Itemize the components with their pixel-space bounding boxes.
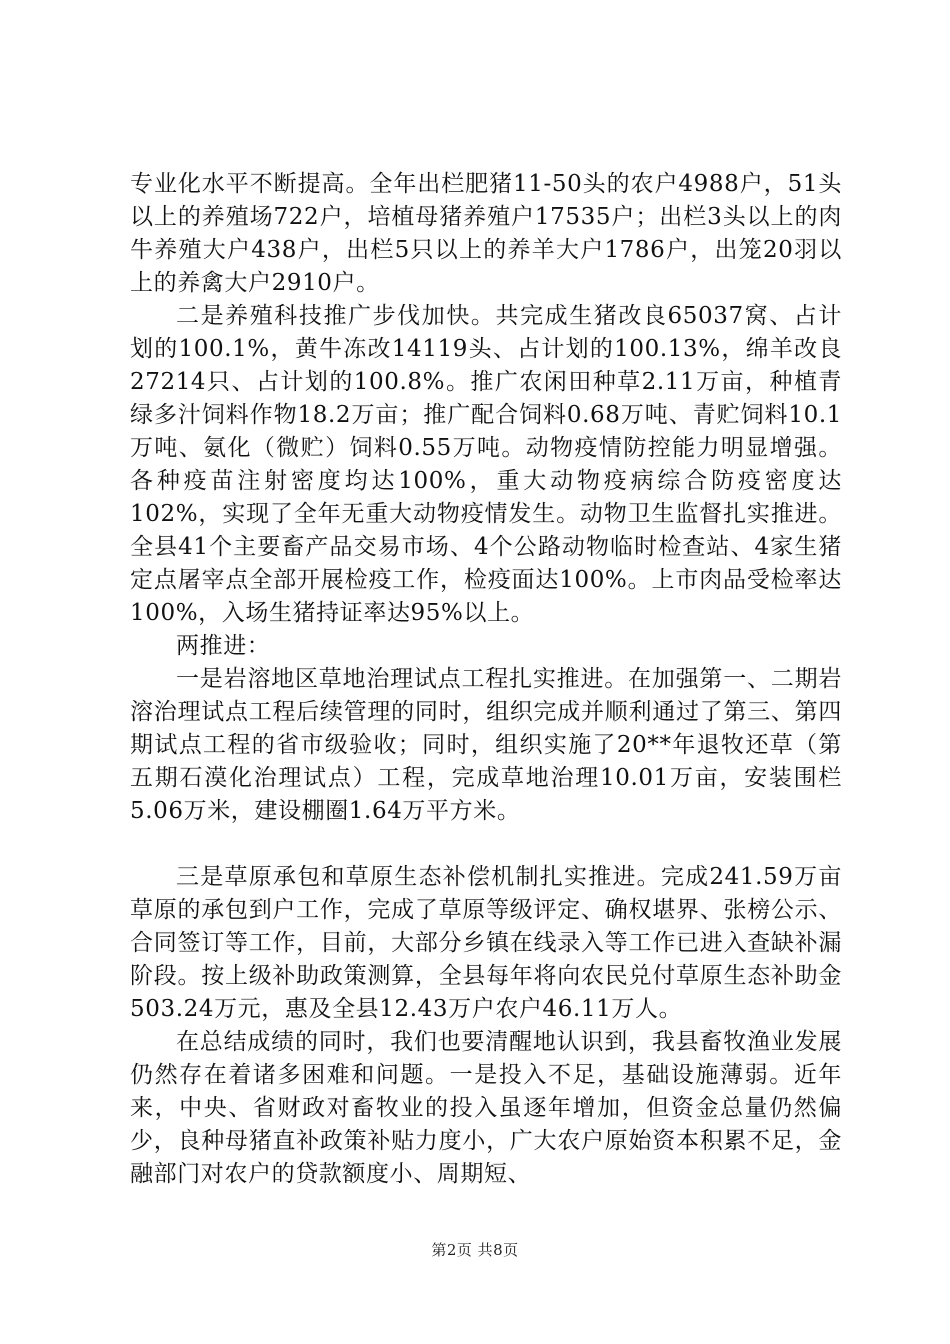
paragraph-problems: 在总结成绩的同时，我们也要清醒地认识到，我县畜牧渔业发展仍然存在着诸多困难和问题。一是投入不足，基础设施薄弱。近年来，中央、省财政对畜牧业的投入虽逐年增加，但资金总量仍然偏少，良种母猪直补政策补贴力度小，广大农户原始资本积累不足，金融部门对农户的贷款额度小、周期短、 — [130, 1029, 842, 1187]
paragraph-continuation: 专业化水平不断提高。全年出栏肥猪11-50头的农户4988户，51头以上的养殖场722户，培植母猪养殖户17535户；出栏3头以上的肉牛养殖大户438户，出栏5只以上的养羊大户1786户，出笼20羽以上的养禽大户2910户。 — [130, 171, 842, 296]
paragraph-spacer — [130, 828, 842, 861]
paragraph-technology-promotion: 二是养殖科技推广步伐加快。共完成生猪改良65037窝、占计划的100.1%，黄牛冻改14119头、占计划的100.13%，绵羊改良27214只、占计划的100.8%。推广农闲田种草2.11万亩，种植青绿多汁饲料作物18.2万亩；推广配合饲料0.68万吨、青贮饲料10.1万吨、氨化（微贮）饲料0.55万吨。动物疫情防控能力明显增强。各种疫苗注射密度均达100%，重大动物疫病综合防疫密度达102%，实现了全年无重大动物疫情发生。动物卫生监督扎实推进。全县41个主要畜产品交易市场、4个公路动物临时检查站、4家生猪定点屠宰点全部开展检疫工作，检疫面达100%。上市肉品受检率达100%，入场生猪持证率达95%以上。 — [130, 303, 842, 626]
document-body — [130, 168, 842, 1191]
page-number-footer: 第2页 共8页 — [431, 1241, 519, 1259]
paragraph-two-advances-heading: 两推进： — [176, 633, 271, 659]
paragraph-karst-grassland: 一是岩溶地区草地治理试点工程扎实推进。在加强第一、二期岩溶治理试点工程后续管理的同时，组织完成并顺利通过了第三、第四期试点工程的省市级验收；同时，组织实施了20**年退牧还草（第五期石漠化治理试点）工程，完成草地治理10.01万亩，安装围栏5.06万米，建设棚圈1.64万平方米。 — [130, 666, 842, 824]
paragraph-grassland-contract: 三是草原承包和草原生态补偿机制扎实推进。完成241.59万亩草原的承包到户工作，完成了草原等级评定、确权堪界、张榜公示、合同签订等工作，目前，大部分乡镇在线录入等工作已进入查缺补漏阶段。按上级补助政策测算，全县每年将向农民兑付草原生态补助金503.24万元，惠及全县12.43万户农户46.11万人。 — [130, 864, 842, 1022]
